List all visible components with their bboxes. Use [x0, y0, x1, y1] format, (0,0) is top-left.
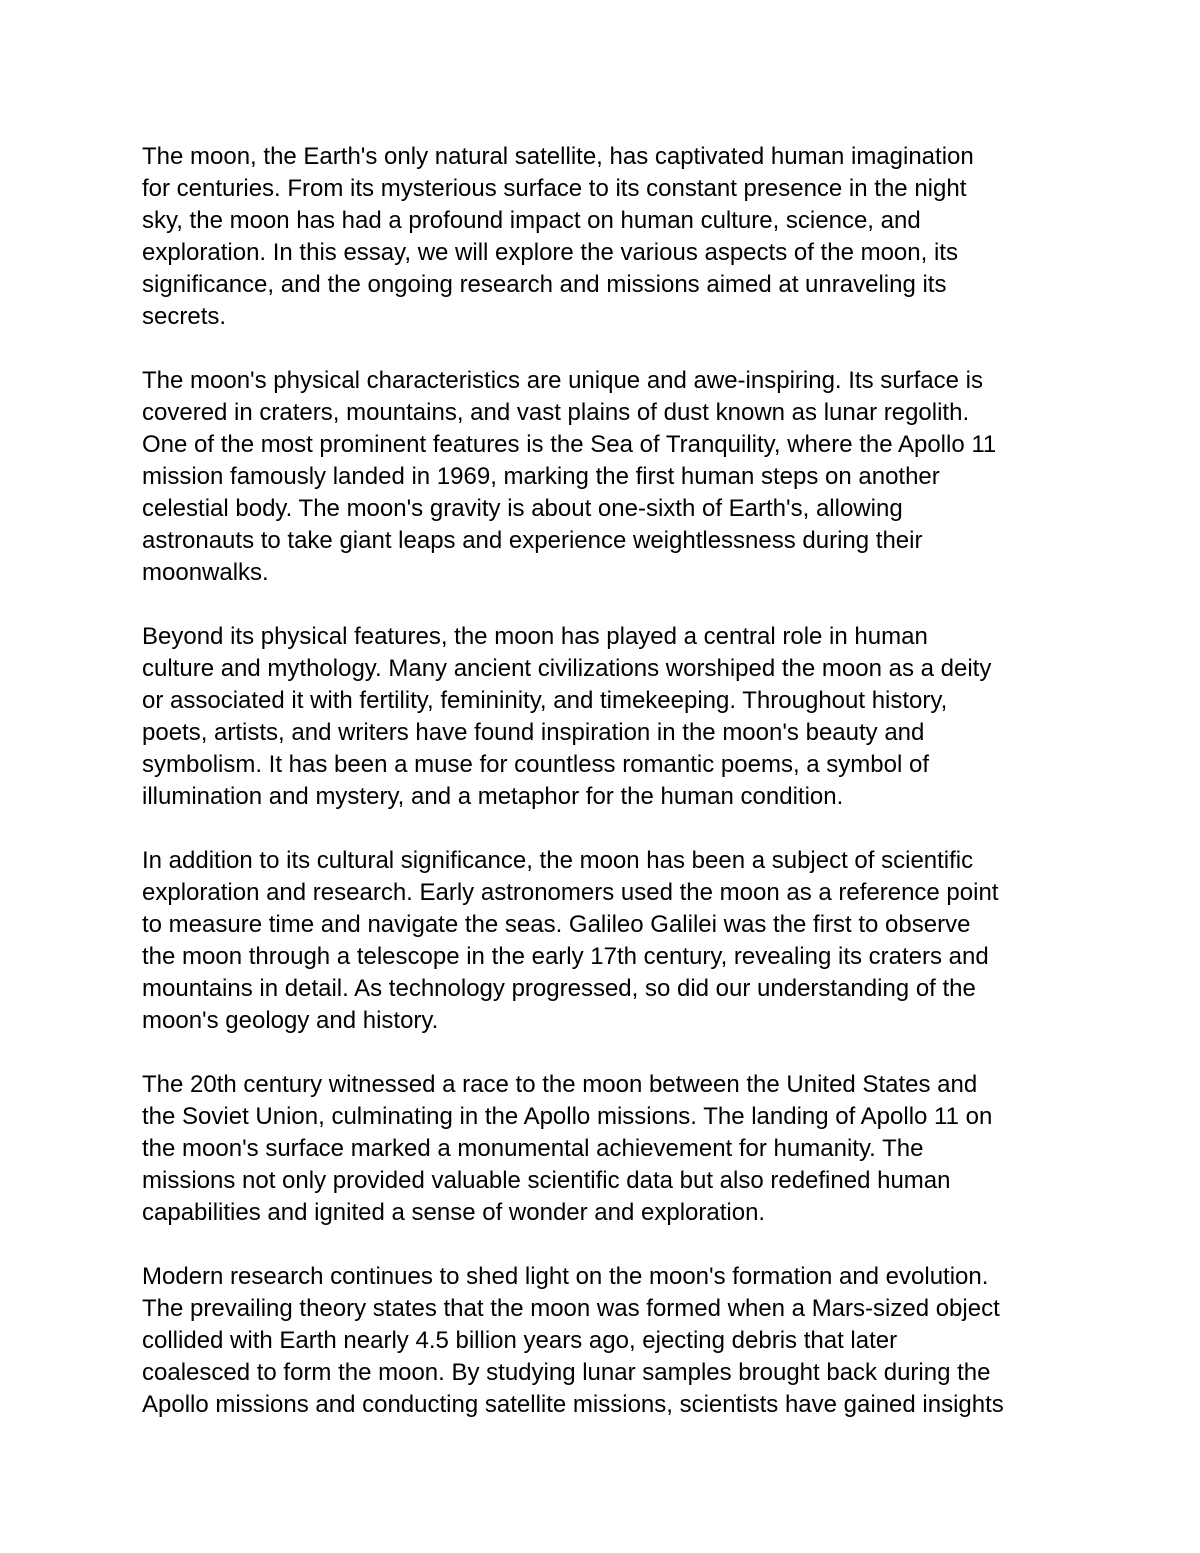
text-line: for centuries. From its mysterious surface to its constant presence in the night [142, 175, 967, 202]
text-line: secrets. [142, 303, 227, 330]
paragraph-4 [142, 845, 1082, 1037]
text-line: exploration and research. Early astronomers used the moon as a reference point [142, 879, 999, 906]
text-line: to measure time and navigate the seas. Galileo Galilei was the first to observe [142, 911, 971, 938]
paragraph-1 [142, 141, 1082, 333]
text-line: symbolism. It has been a muse for countless romantic poems, a symbol of [142, 751, 929, 778]
text-line: Apollo missions and conducting satellite missions, scientists have gained insights [142, 1391, 1004, 1418]
text-line: Beyond its physical features, the moon has played a central role in human [142, 623, 928, 650]
text-line: One of the most prominent features is the Sea of Tranquility, where the Apollo 11 [142, 431, 997, 458]
text-line: The 20th century witnessed a race to the moon between the United States and [142, 1071, 978, 1098]
text-line: celestial body. The moon's gravity is about one-sixth of Earth's, allowing [142, 495, 903, 522]
text-line: significance, and the ongoing research and missions aimed at unraveling its [142, 271, 947, 298]
text-line: exploration. In this essay, we will explore the various aspects of the moon, its [142, 239, 958, 266]
text-line: The moon's physical characteristics are unique and awe-inspiring. Its surface is [142, 367, 983, 394]
text-line: coalesced to form the moon. By studying lunar samples brought back during the [142, 1359, 991, 1386]
text-line: covered in craters, mountains, and vast plains of dust known as lunar regolith. [142, 399, 970, 426]
text-line: the Soviet Union, culminating in the Apollo missions. The landing of Apollo 11 on [142, 1103, 993, 1130]
text-line: sky, the moon has had a profound impact on human culture, science, and [142, 207, 921, 234]
paragraph-5 [142, 1069, 1082, 1229]
text-line: capabilities and ignited a sense of wonder and exploration. [142, 1199, 766, 1226]
text-line: the moon through a telescope in the early 17th century, revealing its craters and [142, 943, 989, 970]
text-line: or associated it with fertility, femininity, and timekeeping. Throughout history, [142, 687, 948, 714]
document-body [142, 141, 1082, 1421]
text-line: moonwalks. [142, 559, 269, 586]
text-line: mission famously landed in 1969, marking the first human steps on another [142, 463, 940, 490]
text-line: In addition to its cultural significance, the moon has been a subject of scientific [142, 847, 974, 874]
text-line: The moon, the Earth's only natural satellite, has captivated human imagination [142, 143, 974, 170]
text-line: missions not only provided valuable scientific data but also redefined human [142, 1167, 951, 1194]
text-line: The prevailing theory states that the moon was formed when a Mars-sized object [142, 1295, 1000, 1322]
paragraph-6 [142, 1261, 1082, 1421]
text-line: Modern research continues to shed light on the moon's formation and evolution. [142, 1263, 989, 1290]
paragraph-3 [142, 621, 1082, 813]
paragraph-2 [142, 365, 1082, 589]
text-line: the moon's surface marked a monumental achievement for humanity. The [142, 1135, 924, 1162]
text-line: mountains in detail. As technology progressed, so did our understanding of the [142, 975, 976, 1002]
text-line: moon's geology and history. [142, 1007, 439, 1034]
text-line: culture and mythology. Many ancient civilizations worshiped the moon as a deity [142, 655, 992, 682]
text-line: collided with Earth nearly 4.5 billion years ago, ejecting debris that later [142, 1327, 898, 1354]
text-line: astronauts to take giant leaps and experience weightlessness during their [142, 527, 923, 554]
text-line: poets, artists, and writers have found inspiration in the moon's beauty and [142, 719, 925, 746]
text-line: illumination and mystery, and a metaphor for the human condition. [142, 783, 844, 810]
